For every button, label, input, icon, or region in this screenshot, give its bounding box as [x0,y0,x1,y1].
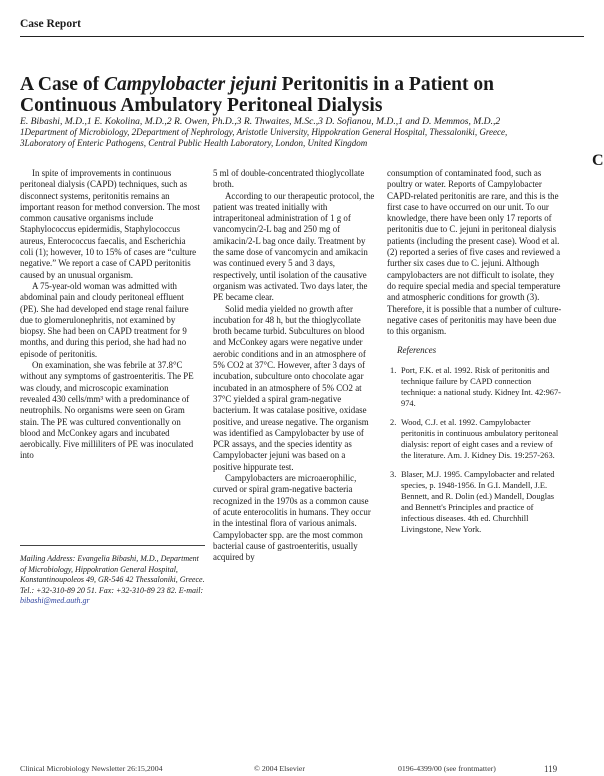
article-title [20,74,580,116]
reference-number: 2. [390,417,397,427]
footer-journal: Clinical Microbiology Newsletter 26:15,2004 [20,764,163,773]
reference-item [387,417,562,461]
title-part-2: Peritonitis in a Patient on Continuous Ambulatory Peritoneal Dialysis [20,74,494,116]
section-label: Case Report [20,18,81,30]
paragraph: A 75-year-old woman was admitted with abdominal pain and cloudy peritoneal effluent (PE). She had developed end stage renal failure due to glomerulonephritis, not examined by biopsy. She had been on CAPD treatment for 9 months, and during this period, she had had no episode of peritonitis. [20,280,189,359]
footer-copyright: © 2004 Elsevier [254,764,305,773]
affiliation-line-1: 1Department of Microbiology, 2Department of Nephrology, Aristotle University, Hippokration General Hospital, Thessaloniki, Greece, [20,127,508,137]
top-rule [20,36,584,37]
mailing-address [20,545,205,607]
paragraph: On examination, she was febrile at 37.8°C without any symptoms of gastroenteritis. The PE was cloudy, and microscopic examination revealed 430 cells/mm³ with a predominance of neutrophils. No organisms were seen on Gram stain. The PE was cultured conventionally on blood and McConkey agars and incubated aerobically. Five milliliters of PE was inoculated into [20,360,194,461]
margin-mark: C [592,152,604,169]
title-part-1: A Case of [20,74,104,95]
references-heading: References [397,345,437,356]
author-list: E. Bibashi, M.D.,1 E. Kokolina, M.D.,2 R. Owen, Ph.D.,3 R. Thwaites, M.Sc.,3 D. Sofianou, M.D.,1 and D. Memmos, M.D.,2 [20,116,501,127]
paragraph: consumption of contaminated food, such as poultry or water. Reports of Campylobacter CAPD-related peritonitis are rare, and this is the first case to have occurred on our unit. To our knowledge, there have been only 17 reports of peritonitis due to C. jejuni in peritoneal dialysis patients (including the present case). Wood et al. (2) reported a series of five cases and reviewed a further six cases due to C. jejuni. Although campylobacters are not difficult to isolate, they do require special media and special temperature and atmospheric conditions for growth (3). Therefore, it is possible that a number of culture-negative cases of peritonitis may have been due to this organism. [387,168,562,337]
paragraph: Campylobacters are microaerophilic, curved or spiral gram-negative bacteria recognized in the 1970s as a common cause of acute enterocolitis in humans. They occur in the intestinal flora of various animals. Campylobacter spp. are the most common bacterial cause of gastroenteritis, usually acquired by [213,473,371,563]
paragraph: In spite of improvements in continuous peritoneal dialysis (CAPD) techniques, such as disconnect systems, peritonitis remains an important reason for method conversion. The most common causative organisms include Staphylococcus epidermidis, Staphylococcus aureus, Enterococcus faecalis, and Escherichia coli (1); however, 10 to 15% of cases are “culture negative.” We report a case of CAPD peritonitis caused by an unusual organism. [20,168,201,280]
column-2 [213,168,375,563]
title-organism: Campylobacter jejuni [103,74,277,95]
paragraph: Solid media yielded no growth after incubation for 48 h, but the thioglycollate broth became turbid. Subcultures on blood and McConkey agars were negative under aerobic conditions and in an atmosphere of 5% CO2 at 37°C. However, after 3 days of incubation, subculture onto chocolate agar incubated in an atmosphere of 5% CO2 at 37°C yielded a spiral gram-negative bacterium. It was catalase positive, oxidase positive, and urease negative. The organism was identified as Campylobacter by use of PCR assays, and the species identity as Campylobacter jejuni was based on a positive hippurate test. [213,303,369,472]
authors-block [20,116,590,149]
reference-text: Blaser, M.J. 1995. Campylobacter and related species, p. 1948-1956. In G.I. Mandell, J.E. Bennett, and R. Dolin (ed.) Mandell, Douglas and Bennett's Principles and practice of infectious diseases. 4th ed. Churchhill Livingstone, New York. [401,469,555,534]
reference-text: Wood, C.J. et al. 1992. Campylobacter peritonitis in continuous ambulatory peritoneal dialysis: report of eight cases and a review of the literature. Am. J. Kidney Dis. 19:257-263. [401,417,559,460]
paragraph: 5 ml of double-concentrated thioglycollate broth. [213,168,365,190]
column-3 [387,168,562,543]
email-link[interactable]: bibashi@med.auth.gr [20,596,90,606]
footer-issn: 0196-4399/00 (see frontmatter) [398,764,496,773]
reference-number: 1. [390,365,397,375]
affiliation-line-2: 3Laboratory of Enteric Pathogens, Central Public Health Laboratory, London, United Kingdom [20,138,368,148]
paragraph: According to our therapeutic protocol, the patient was treated initially with intraperitoneal administration of 1 g of vancomycin/2-L bag and 250 mg of amikacin/2-L bag once daily. Treatment by the same dose of vancomycin and amikacin was continued every 5 and 3 days, respectively, until isolation of the causative organism was activated. Two days later, the PE became clear. [213,190,375,303]
reference-item [387,469,562,535]
reference-text: Port, F.K. et al. 1992. Risk of peritonitis and technique failure by CAPD connection technique: a national study. Kidney Int. 42:967-974. [401,365,561,408]
mailing-text: Mailing Address: Evangelia Bibashi, M.D., Department of Microbiology, Hippokration General Hospital, Konstantinoupoleos 49, GR-546 42 Thessaloniki, Greece. Tel.: +32-310-89 20 51. Fax: +32-310-89 23 82. [20,554,205,595]
page-number: 119 [544,764,558,774]
reference-item [387,365,562,409]
email-label: E-mail: [178,585,204,595]
column-1 [20,168,200,462]
reference-number: 3. [390,469,397,479]
